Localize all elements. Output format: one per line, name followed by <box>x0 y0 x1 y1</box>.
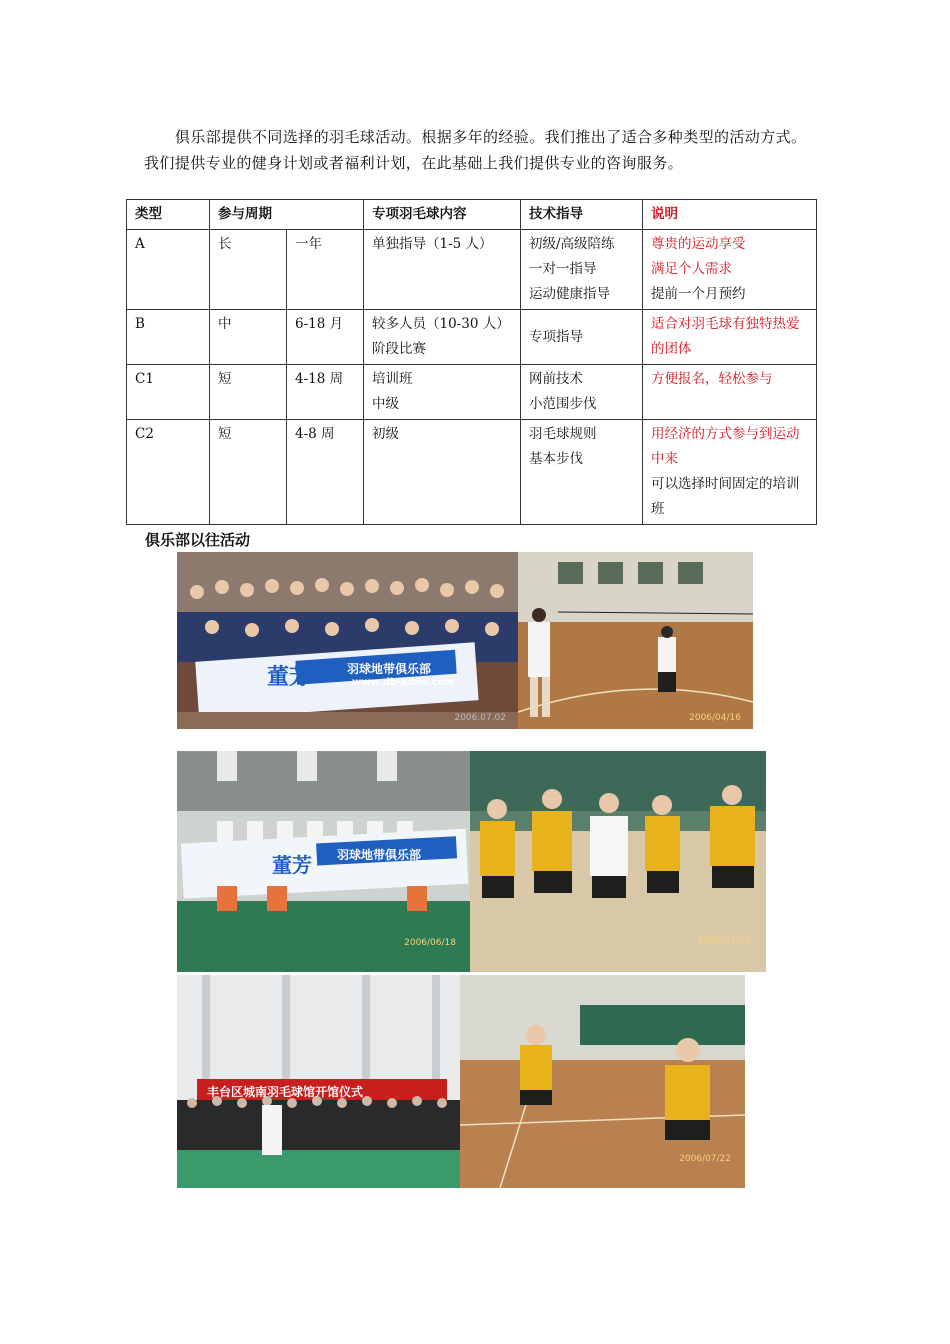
photo-court-players <box>460 975 745 1188</box>
cell-content <box>364 310 521 365</box>
content-line: 初级 <box>372 426 399 442</box>
header-term: 参与周期 <box>210 200 364 230</box>
banner-sub-text: 羽球地带俱乐部 <box>347 662 432 676</box>
cell-guidance <box>521 310 643 365</box>
banner-main-text: 董芳 <box>272 853 312 877</box>
header-guidance: 技术指导 <box>521 200 643 230</box>
cell-type: C1 <box>127 365 210 420</box>
note-highlight: 满足个人需求 <box>651 261 732 277</box>
guidance-line: 基本步伐 <box>529 451 583 467</box>
content-line: 单独指导（1-5 人） <box>372 236 493 252</box>
note-highlight: 适合对羽毛球有独特热爱的团体 <box>651 316 800 357</box>
note-highlight: 方便报名，轻松参与 <box>651 371 773 387</box>
photo-date-stamp: 2006/07/22 <box>679 1154 731 1164</box>
table-header-row <box>127 200 817 230</box>
content-line: 阶段比赛 <box>372 341 426 357</box>
table-row <box>127 365 817 420</box>
table-row <box>127 230 817 310</box>
guidance-line: 小范围步伐 <box>529 396 597 412</box>
cell-type: C2 <box>127 420 210 525</box>
table-row <box>127 310 817 365</box>
header-content: 专项羽毛球内容 <box>364 200 521 230</box>
note-plain: 提前一个月预约 <box>651 286 746 302</box>
cell-notes <box>643 310 817 365</box>
note-plain: 可以选择时间固定的培训班 <box>651 476 800 517</box>
cell-term: 短 <box>210 420 287 525</box>
cell-notes <box>643 365 817 420</box>
note-highlight: 尊贵的运动享受 <box>651 236 746 252</box>
content-line: 培训班 <box>372 371 413 387</box>
cell-period: 4-18 周 <box>287 365 364 420</box>
cell-notes <box>643 420 817 525</box>
activity-table <box>126 199 817 525</box>
cell-guidance <box>521 420 643 525</box>
photo-group-court <box>177 751 470 972</box>
cell-content <box>364 420 521 525</box>
guidance-line: 初级/高级陪练 <box>529 236 615 252</box>
cell-guidance <box>521 365 643 420</box>
guidance-line: 一对一指导 <box>529 261 597 277</box>
cell-period: 6-18 月 <box>287 310 364 365</box>
guidance-line: 羽毛球规则 <box>529 426 597 442</box>
section-title: 俱乐部以往活动 <box>145 531 251 549</box>
ceremony-banner-text: 丰台区城南羽毛球馆开馆仪式 <box>207 1085 364 1099</box>
cell-period: 4-8 周 <box>287 420 364 525</box>
cell-notes <box>643 230 817 310</box>
intro-paragraph: 俱乐部提供不同选择的羽毛球活动。根据多年的经验。我们推出了适合多种类型的活动方式。我们提供专业的健身计划或者福利计划，在此基础上我们提供专业的咨询服务。 <box>144 128 807 172</box>
cell-type: B <box>127 310 210 365</box>
guidance-line: 网前技术 <box>529 371 583 387</box>
photo-group-banner <box>177 552 518 729</box>
cell-content <box>364 230 521 310</box>
banner-main-text: 董芳 <box>267 665 312 690</box>
header-notes: 说明 <box>643 200 817 230</box>
banner-sub-text: 羽球地带俱乐部 <box>337 848 422 862</box>
content-line: 中级 <box>372 396 399 412</box>
header-type: 类型 <box>127 200 210 230</box>
note-highlight: 用经济的方式参与到运动中来 <box>651 426 800 467</box>
photo-date-stamp: 2006/04/16 <box>689 713 741 723</box>
photo-date-stamp: 2006.07.02 <box>454 713 506 723</box>
photo-yellow-jerseys <box>470 751 766 972</box>
banner-url-text: www.db-zone.com <box>352 677 455 688</box>
cell-term: 短 <box>210 365 287 420</box>
guidance-line: 专项指导 <box>529 328 583 345</box>
content-line: 较多人员（10-30 人） <box>372 316 510 332</box>
cell-type: A <box>127 230 210 310</box>
photo-date-stamp: 2006/07/22 <box>698 936 750 946</box>
cell-guidance <box>521 230 643 310</box>
cell-content <box>364 365 521 420</box>
cell-term: 中 <box>210 310 287 365</box>
cell-term: 长 <box>210 230 287 310</box>
photo-date-stamp: 2006/06/18 <box>404 938 456 948</box>
photo-opening-ceremony <box>177 975 460 1188</box>
photo-gym-play <box>518 552 753 729</box>
table-row <box>127 420 817 525</box>
cell-period: 一年 <box>287 230 364 310</box>
guidance-line: 运动健康指导 <box>529 286 610 302</box>
